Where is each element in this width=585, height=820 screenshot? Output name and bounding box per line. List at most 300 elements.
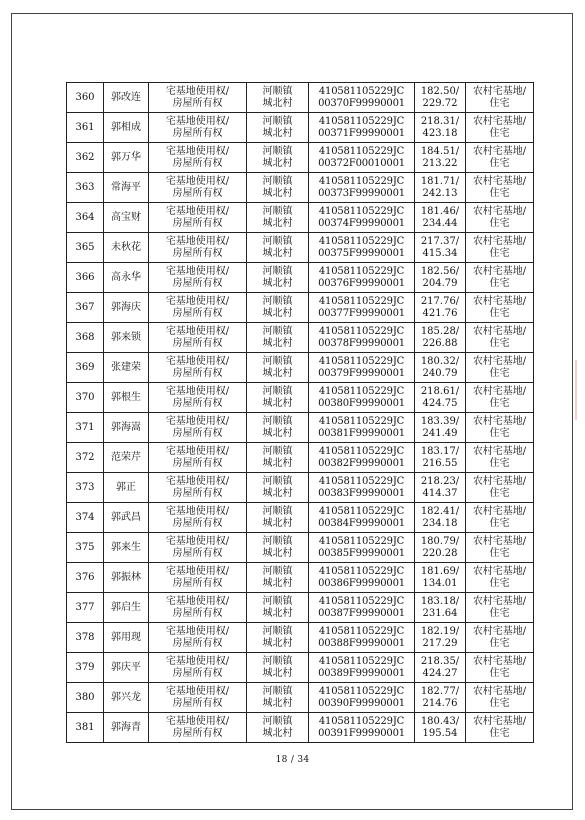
row-number-cell: 372 xyxy=(67,443,104,473)
right-type-line-2: 房屋所有权 xyxy=(172,457,223,469)
location-cell xyxy=(247,473,309,503)
right-type-line-1: 宅基地使用权/ xyxy=(165,445,230,457)
usage-line-1: 农村宅基地/ xyxy=(472,205,527,217)
usage-cell xyxy=(466,473,534,503)
owner-name-cell: 郭庆平 xyxy=(104,653,149,683)
location-cell xyxy=(247,263,309,293)
area-cell xyxy=(415,503,466,533)
row-number-cell: 375 xyxy=(67,533,104,563)
usage-line-1: 农村宅基地/ xyxy=(472,235,527,247)
owner-name-cell: 郭用现 xyxy=(104,623,149,653)
unit-code-line-1: 410581105229JC xyxy=(318,655,405,667)
right-type-line-2: 房屋所有权 xyxy=(172,127,223,139)
unit-code-line-1: 410581105229JC xyxy=(318,475,405,487)
usage-line-1: 农村宅基地/ xyxy=(472,685,527,697)
unit-code-line-1: 410581105229JC xyxy=(318,355,405,367)
area-cell xyxy=(415,143,466,173)
unit-code-cell xyxy=(309,233,415,263)
area-line-2: 421.76 xyxy=(422,307,458,319)
area-line-2: 234.18 xyxy=(422,517,458,529)
area-cell xyxy=(415,323,466,353)
unit-code-line-1: 410581105229JC xyxy=(318,445,405,457)
area-line-2: 414.37 xyxy=(422,487,458,499)
usage-line-1: 农村宅基地/ xyxy=(472,145,527,157)
right-type-cell xyxy=(149,203,247,233)
right-type-line-2: 房屋所有权 xyxy=(172,97,223,109)
right-type-cell xyxy=(149,383,247,413)
right-type-cell xyxy=(149,563,247,593)
usage-line-2: 住宅 xyxy=(489,637,510,649)
area-line-1: 182.41/ xyxy=(420,505,460,517)
table-row xyxy=(67,473,534,503)
unit-code-line-2: 00379F99990001 xyxy=(318,367,405,379)
area-line-2: 241.49 xyxy=(422,427,458,439)
owner-name-cell: 郭振林 xyxy=(104,563,149,593)
usage-line-2: 住宅 xyxy=(489,697,510,709)
unit-code-cell xyxy=(309,623,415,653)
unit-code-line-2: 00383F99990001 xyxy=(318,487,405,499)
location-line-1: 河顺镇 xyxy=(262,295,293,307)
area-line-1: 183.39/ xyxy=(420,415,460,427)
right-type-cell xyxy=(149,113,247,143)
unit-code-cell xyxy=(309,413,415,443)
right-type-cell xyxy=(149,533,247,563)
area-cell xyxy=(415,683,466,713)
location-cell xyxy=(247,233,309,263)
usage-line-2: 住宅 xyxy=(489,517,510,529)
location-line-2: 城北村 xyxy=(262,547,293,559)
owner-name-cell: 郭相成 xyxy=(104,113,149,143)
area-cell xyxy=(415,353,466,383)
usage-cell xyxy=(466,623,534,653)
right-type-cell xyxy=(149,353,247,383)
usage-cell xyxy=(466,593,534,623)
right-type-line-2: 房屋所有权 xyxy=(172,157,223,169)
area-line-1: 218.23/ xyxy=(420,475,460,487)
right-type-line-2: 房屋所有权 xyxy=(172,607,223,619)
row-number-cell: 365 xyxy=(67,233,104,263)
right-type-line-1: 宅基地使用权/ xyxy=(165,715,230,727)
area-line-1: 182.56/ xyxy=(420,265,460,277)
unit-code-cell xyxy=(309,143,415,173)
location-cell xyxy=(247,713,309,743)
right-type-cell xyxy=(149,503,247,533)
unit-code-line-2: 00391F99990001 xyxy=(318,727,405,739)
right-type-line-1: 宅基地使用权/ xyxy=(165,685,230,697)
location-cell xyxy=(247,683,309,713)
usage-line-2: 住宅 xyxy=(489,277,510,289)
usage-line-1: 农村宅基地/ xyxy=(472,325,527,337)
unit-code-line-1: 410581105229JC xyxy=(318,325,405,337)
area-line-2: 240.79 xyxy=(422,367,458,379)
owner-name-cell: 郭改连 xyxy=(104,83,149,113)
location-line-2: 城北村 xyxy=(262,487,293,499)
right-type-line-2: 房屋所有权 xyxy=(172,247,223,259)
unit-code-line-1: 410581105229JC xyxy=(318,265,405,277)
usage-cell xyxy=(466,383,534,413)
area-cell xyxy=(415,203,466,233)
right-type-line-1: 宅基地使用权/ xyxy=(165,145,230,157)
registration-table xyxy=(66,82,534,743)
usage-line-2: 住宅 xyxy=(489,427,510,439)
right-type-cell xyxy=(149,683,247,713)
right-type-cell xyxy=(149,713,247,743)
usage-line-1: 农村宅基地/ xyxy=(472,715,527,727)
usage-cell xyxy=(466,113,534,143)
unit-code-line-2: 00374F99990001 xyxy=(318,217,405,229)
row-number-cell: 366 xyxy=(67,263,104,293)
usage-cell xyxy=(466,143,534,173)
table-row xyxy=(67,323,534,353)
unit-code-line-2: 00371F99990001 xyxy=(318,127,405,139)
unit-code-cell xyxy=(309,653,415,683)
area-cell xyxy=(415,413,466,443)
area-line-2: 134.01 xyxy=(422,577,458,589)
right-type-line-2: 房屋所有权 xyxy=(172,367,223,379)
right-type-line-2: 房屋所有权 xyxy=(172,667,223,679)
usage-cell xyxy=(466,83,534,113)
unit-code-line-2: 00389F99990001 xyxy=(318,667,405,679)
location-line-1: 河顺镇 xyxy=(262,415,293,427)
location-line-1: 河顺镇 xyxy=(262,205,293,217)
right-type-cell xyxy=(149,263,247,293)
usage-line-1: 农村宅基地/ xyxy=(472,355,527,367)
usage-cell xyxy=(466,413,534,443)
right-type-cell xyxy=(149,623,247,653)
area-cell xyxy=(415,713,466,743)
location-line-2: 城北村 xyxy=(262,577,293,589)
location-line-2: 城北村 xyxy=(262,367,293,379)
unit-code-cell xyxy=(309,173,415,203)
right-type-line-1: 宅基地使用权/ xyxy=(165,475,230,487)
usage-cell xyxy=(466,563,534,593)
row-number-cell: 363 xyxy=(67,173,104,203)
usage-line-1: 农村宅基地/ xyxy=(472,565,527,577)
area-line-2: 226.88 xyxy=(422,337,458,349)
unit-code-line-2: 00380F99990001 xyxy=(318,397,405,409)
location-line-1: 河顺镇 xyxy=(262,625,293,637)
location-line-2: 城北村 xyxy=(262,667,293,679)
unit-code-line-1: 410581105229JC xyxy=(318,235,405,247)
table-row xyxy=(67,443,534,473)
right-type-line-1: 宅基地使用权/ xyxy=(165,235,230,247)
location-line-2: 城北村 xyxy=(262,127,293,139)
location-line-1: 河顺镇 xyxy=(262,715,293,727)
location-cell xyxy=(247,323,309,353)
area-line-1: 183.17/ xyxy=(420,445,460,457)
location-cell xyxy=(247,563,309,593)
location-line-2: 城北村 xyxy=(262,247,293,259)
right-type-line-2: 房屋所有权 xyxy=(172,277,223,289)
right-type-cell xyxy=(149,143,247,173)
table-row xyxy=(67,533,534,563)
usage-line-2: 住宅 xyxy=(489,157,510,169)
location-line-2: 城北村 xyxy=(262,607,293,619)
area-cell xyxy=(415,593,466,623)
area-cell xyxy=(415,383,466,413)
area-cell xyxy=(415,173,466,203)
unit-code-line-2: 00385F99990001 xyxy=(318,547,405,559)
usage-line-2: 住宅 xyxy=(489,727,510,739)
area-line-2: 229.72 xyxy=(422,97,458,109)
location-line-1: 河顺镇 xyxy=(262,505,293,517)
right-type-line-2: 房屋所有权 xyxy=(172,427,223,439)
owner-name-cell: 未秋花 xyxy=(104,233,149,263)
location-line-1: 河顺镇 xyxy=(262,265,293,277)
right-type-line-1: 宅基地使用权/ xyxy=(165,85,230,97)
usage-line-2: 住宅 xyxy=(489,337,510,349)
unit-code-line-1: 410581105229JC xyxy=(318,415,405,427)
right-type-line-1: 宅基地使用权/ xyxy=(165,655,230,667)
page-number: 18 / 34 xyxy=(275,755,310,765)
scan-mark xyxy=(575,360,577,420)
right-type-line-1: 宅基地使用权/ xyxy=(165,625,230,637)
right-type-line-2: 房屋所有权 xyxy=(172,547,223,559)
right-type-line-1: 宅基地使用权/ xyxy=(165,265,230,277)
right-type-line-1: 宅基地使用权/ xyxy=(165,115,230,127)
area-cell xyxy=(415,83,466,113)
usage-cell xyxy=(466,353,534,383)
registration-table-body xyxy=(67,83,534,743)
location-line-2: 城北村 xyxy=(262,307,293,319)
area-line-1: 182.50/ xyxy=(420,85,460,97)
table-row xyxy=(67,593,534,623)
location-cell xyxy=(247,83,309,113)
area-line-2: 424.75 xyxy=(422,397,458,409)
location-cell xyxy=(247,503,309,533)
right-type-line-1: 宅基地使用权/ xyxy=(165,295,230,307)
usage-line-1: 农村宅基地/ xyxy=(472,655,527,667)
area-cell xyxy=(415,473,466,503)
owner-name-cell: 张建荣 xyxy=(104,353,149,383)
location-line-2: 城北村 xyxy=(262,427,293,439)
right-type-line-1: 宅基地使用权/ xyxy=(165,175,230,187)
location-cell xyxy=(247,173,309,203)
area-line-1: 181.46/ xyxy=(420,205,460,217)
location-line-2: 城北村 xyxy=(262,277,293,289)
owner-name-cell: 郭海庆 xyxy=(104,293,149,323)
area-line-2: 216.55 xyxy=(422,457,458,469)
table-row xyxy=(67,353,534,383)
unit-code-cell xyxy=(309,713,415,743)
usage-line-1: 农村宅基地/ xyxy=(472,445,527,457)
usage-line-1: 农村宅基地/ xyxy=(472,415,527,427)
right-type-cell xyxy=(149,593,247,623)
unit-code-cell xyxy=(309,593,415,623)
usage-line-1: 农村宅基地/ xyxy=(472,625,527,637)
unit-code-line-2: 00387F99990001 xyxy=(318,607,405,619)
table-row xyxy=(67,383,534,413)
row-number-cell: 364 xyxy=(67,203,104,233)
area-line-1: 184.51/ xyxy=(420,145,460,157)
table-row xyxy=(67,293,534,323)
right-type-line-1: 宅基地使用权/ xyxy=(165,205,230,217)
area-line-1: 218.35/ xyxy=(420,655,460,667)
unit-code-line-1: 410581105229JC xyxy=(318,715,405,727)
usage-line-2: 住宅 xyxy=(489,127,510,139)
area-line-2: 204.79 xyxy=(422,277,458,289)
right-type-line-2: 房屋所有权 xyxy=(172,337,223,349)
right-type-line-1: 宅基地使用权/ xyxy=(165,595,230,607)
row-number-cell: 369 xyxy=(67,353,104,383)
owner-name-cell: 常海平 xyxy=(104,173,149,203)
area-line-2: 424.27 xyxy=(422,667,458,679)
unit-code-line-2: 00375F99990001 xyxy=(318,247,405,259)
right-type-line-1: 宅基地使用权/ xyxy=(165,565,230,577)
area-line-1: 217.37/ xyxy=(420,235,460,247)
owner-name-cell: 高永华 xyxy=(104,263,149,293)
location-cell xyxy=(247,413,309,443)
table-row xyxy=(67,683,534,713)
location-cell xyxy=(247,113,309,143)
usage-line-2: 住宅 xyxy=(489,247,510,259)
unit-code-line-2: 00372F00010001 xyxy=(318,157,405,169)
right-type-cell xyxy=(149,233,247,263)
location-line-1: 河顺镇 xyxy=(262,535,293,547)
area-line-2: 214.76 xyxy=(422,697,458,709)
usage-cell xyxy=(466,173,534,203)
usage-line-1: 农村宅基地/ xyxy=(472,505,527,517)
unit-code-cell xyxy=(309,113,415,143)
row-number-cell: 368 xyxy=(67,323,104,353)
usage-line-2: 住宅 xyxy=(489,607,510,619)
table-row xyxy=(67,143,534,173)
unit-code-line-1: 410581105229JC xyxy=(318,385,405,397)
unit-code-line-1: 410581105229JC xyxy=(318,565,405,577)
unit-code-line-1: 410581105229JC xyxy=(318,115,405,127)
owner-name-cell: 郭来锁 xyxy=(104,323,149,353)
location-line-1: 河顺镇 xyxy=(262,655,293,667)
row-number-cell: 376 xyxy=(67,563,104,593)
right-type-cell xyxy=(149,413,247,443)
unit-code-line-1: 410581105229JC xyxy=(318,505,405,517)
usage-cell xyxy=(466,293,534,323)
table-row xyxy=(67,233,534,263)
area-line-1: 181.71/ xyxy=(420,175,460,187)
owner-name-cell: 高宝财 xyxy=(104,203,149,233)
unit-code-line-1: 410581105229JC xyxy=(318,145,405,157)
unit-code-line-1: 410581105229JC xyxy=(318,175,405,187)
right-type-cell xyxy=(149,323,247,353)
right-type-line-2: 房屋所有权 xyxy=(172,397,223,409)
unit-code-line-1: 410581105229JC xyxy=(318,205,405,217)
area-line-1: 218.61/ xyxy=(420,385,460,397)
location-cell xyxy=(247,203,309,233)
area-line-1: 180.79/ xyxy=(420,535,460,547)
owner-name-cell: 郭万华 xyxy=(104,143,149,173)
unit-code-cell xyxy=(309,263,415,293)
right-type-line-2: 房屋所有权 xyxy=(172,697,223,709)
table-row xyxy=(67,83,534,113)
usage-line-2: 住宅 xyxy=(489,97,510,109)
usage-cell xyxy=(466,263,534,293)
area-cell xyxy=(415,533,466,563)
usage-line-2: 住宅 xyxy=(489,667,510,679)
owner-name-cell: 郭武昌 xyxy=(104,503,149,533)
location-line-2: 城北村 xyxy=(262,457,293,469)
location-line-1: 河顺镇 xyxy=(262,355,293,367)
unit-code-line-1: 410581105229JC xyxy=(318,295,405,307)
usage-cell xyxy=(466,653,534,683)
table-row xyxy=(67,623,534,653)
area-line-2: 217.29 xyxy=(422,637,458,649)
table-row xyxy=(67,503,534,533)
usage-line-1: 农村宅基地/ xyxy=(472,535,527,547)
unit-code-line-2: 00376F99990001 xyxy=(318,277,405,289)
right-type-line-2: 房屋所有权 xyxy=(172,517,223,529)
right-type-line-1: 宅基地使用权/ xyxy=(165,325,230,337)
right-type-line-2: 房屋所有权 xyxy=(172,577,223,589)
right-type-cell xyxy=(149,653,247,683)
area-line-1: 218.31/ xyxy=(420,115,460,127)
table-row xyxy=(67,653,534,683)
location-cell xyxy=(247,443,309,473)
location-line-1: 河顺镇 xyxy=(262,565,293,577)
right-type-cell xyxy=(149,173,247,203)
usage-line-2: 住宅 xyxy=(489,547,510,559)
usage-line-2: 住宅 xyxy=(489,487,510,499)
location-cell xyxy=(247,653,309,683)
usage-line-2: 住宅 xyxy=(489,187,510,199)
area-line-2: 242.13 xyxy=(422,187,458,199)
unit-code-line-2: 00381F99990001 xyxy=(318,427,405,439)
right-type-line-2: 房屋所有权 xyxy=(172,307,223,319)
usage-line-1: 农村宅基地/ xyxy=(472,115,527,127)
area-line-1: 185.28/ xyxy=(420,325,460,337)
location-line-1: 河顺镇 xyxy=(262,115,293,127)
unit-code-line-2: 00382F99990001 xyxy=(318,457,405,469)
area-line-1: 181.69/ xyxy=(420,565,460,577)
right-type-line-2: 房屋所有权 xyxy=(172,637,223,649)
area-line-2: 195.54 xyxy=(422,727,458,739)
area-cell xyxy=(415,113,466,143)
row-number-cell: 381 xyxy=(67,713,104,743)
area-line-1: 182.19/ xyxy=(420,625,460,637)
location-line-2: 城北村 xyxy=(262,397,293,409)
unit-code-cell xyxy=(309,323,415,353)
area-line-1: 180.43/ xyxy=(420,715,460,727)
unit-code-cell xyxy=(309,353,415,383)
usage-cell xyxy=(466,503,534,533)
owner-name-cell: 郭兴龙 xyxy=(104,683,149,713)
row-number-cell: 362 xyxy=(67,143,104,173)
usage-line-1: 农村宅基地/ xyxy=(472,85,527,97)
owner-name-cell: 郭启生 xyxy=(104,593,149,623)
row-number-cell: 379 xyxy=(67,653,104,683)
area-line-2: 423.18 xyxy=(422,127,458,139)
location-line-2: 城北村 xyxy=(262,97,293,109)
right-type-line-1: 宅基地使用权/ xyxy=(165,505,230,517)
usage-cell xyxy=(466,443,534,473)
table-row xyxy=(67,263,534,293)
area-line-2: 220.28 xyxy=(422,547,458,559)
unit-code-cell xyxy=(309,503,415,533)
area-cell xyxy=(415,293,466,323)
owner-name-cell: 郭来生 xyxy=(104,533,149,563)
location-line-1: 河顺镇 xyxy=(262,475,293,487)
row-number-cell: 370 xyxy=(67,383,104,413)
unit-code-line-2: 00384F99990001 xyxy=(318,517,405,529)
unit-code-line-2: 00378F99990001 xyxy=(318,337,405,349)
unit-code-line-2: 00373F99990001 xyxy=(318,187,405,199)
unit-code-cell xyxy=(309,563,415,593)
area-line-2: 213.22 xyxy=(422,157,458,169)
table-row xyxy=(67,173,534,203)
unit-code-line-1: 410581105229JC xyxy=(318,625,405,637)
usage-line-1: 农村宅基地/ xyxy=(472,595,527,607)
owner-name-cell: 郭海青 xyxy=(104,713,149,743)
unit-code-cell xyxy=(309,203,415,233)
